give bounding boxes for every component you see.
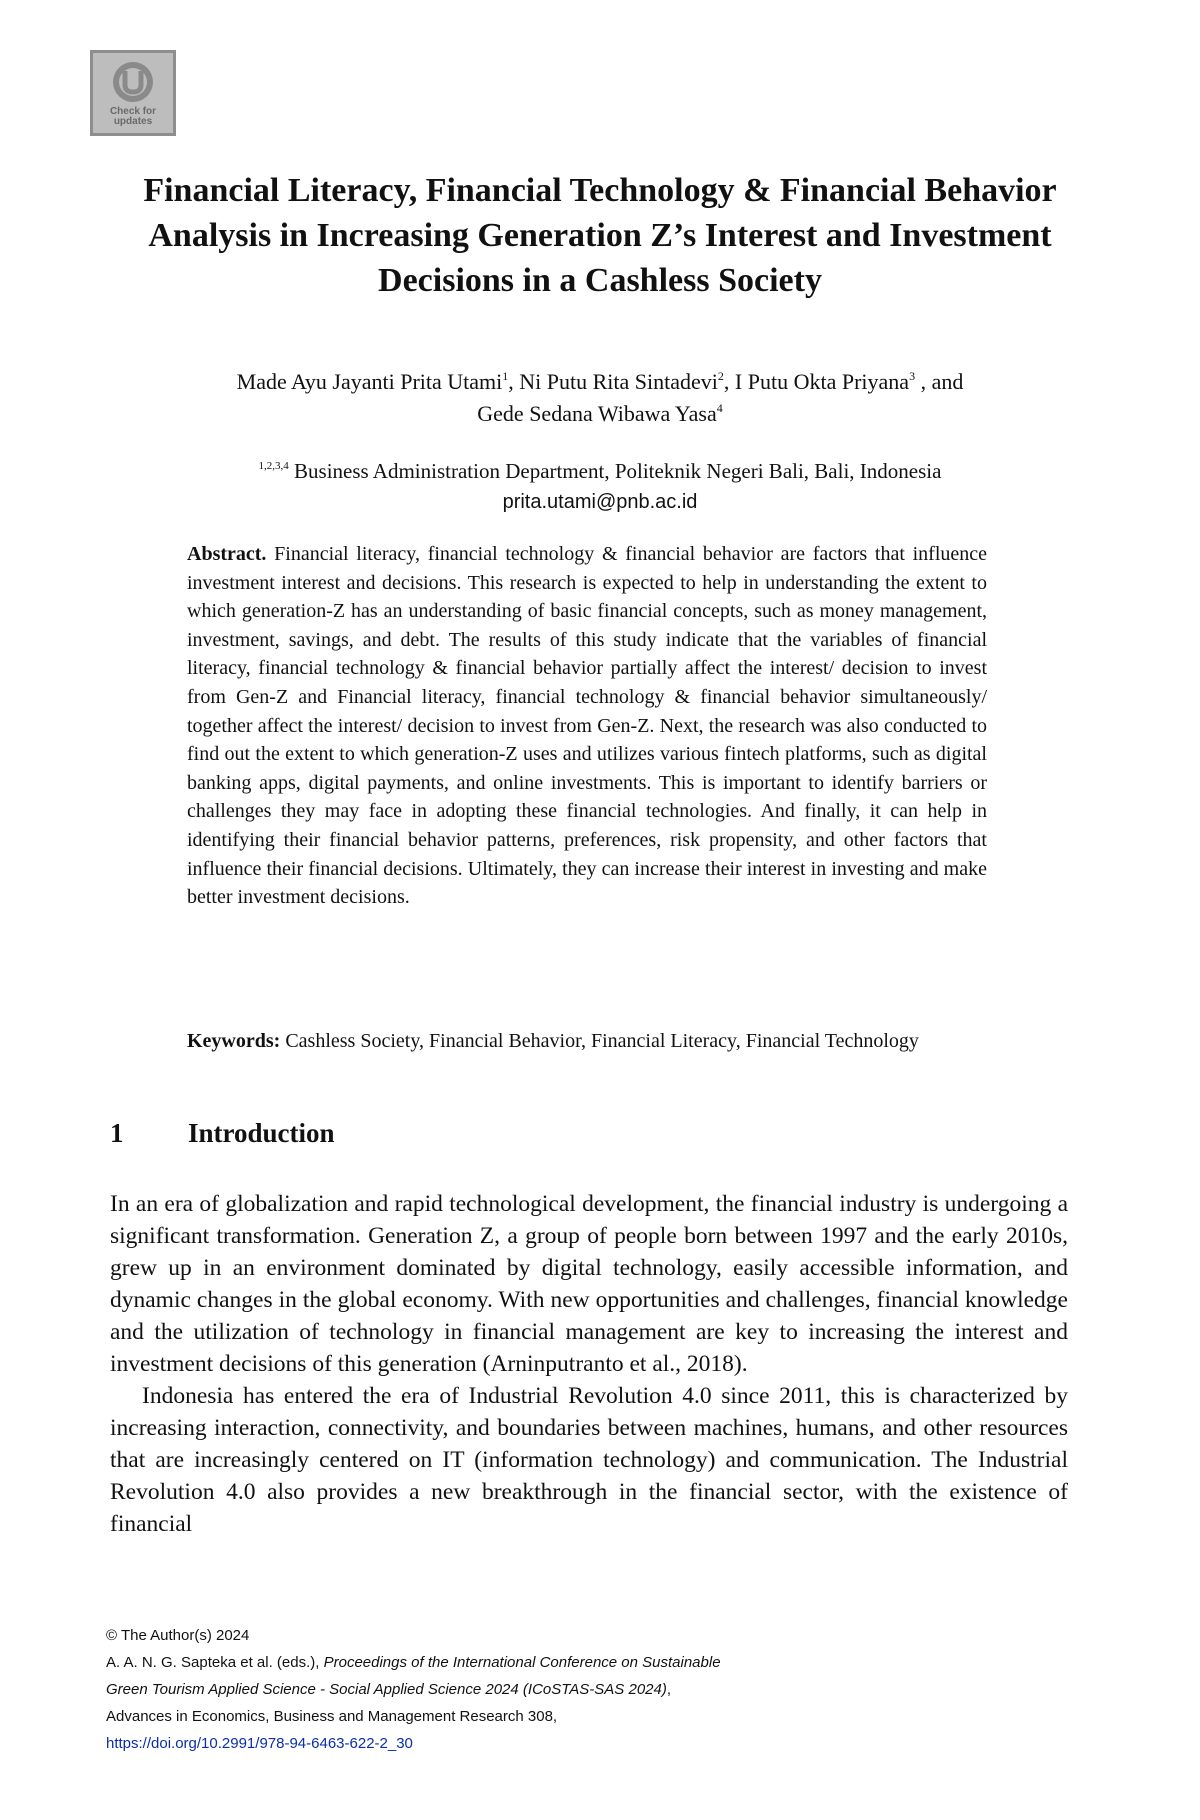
proceedings-tail: ,	[666, 1681, 672, 1698]
author-sup: 1	[502, 369, 509, 383]
keywords	[187, 1027, 987, 1056]
check-for-updates-badge[interactable]	[90, 50, 176, 136]
author-sup: 3	[909, 369, 916, 383]
author-sup: 2	[717, 369, 724, 383]
badge-line-1: Check for	[109, 106, 157, 117]
section-number: 1	[110, 1118, 124, 1148]
editors-line	[106, 1649, 721, 1676]
keywords-text: Cashless Society, Financial Behavior, Financial Literacy, Financial Technology	[280, 1030, 919, 1052]
copyright-line: © The Author(s) 2024	[106, 1627, 250, 1644]
section-title: Introduction	[188, 1118, 335, 1148]
paper-title: Financial Literacy, Financial Technology & Financial Behavior Analysis in Increasing Generation Z’s Interest and Investment Decisions in a Cashless Society	[143, 172, 1057, 299]
badge-label	[110, 107, 156, 127]
doi-link[interactable]: https://doi.org/10.2991/978-94-6463-622-2_30	[106, 1735, 413, 1752]
abstract	[187, 540, 987, 912]
paragraph: In an era of globalization and rapid technological development, the financial industry is undergoing a significant transformation. Generation Z, a group of people born between 1997 and the early 2010s, grew up in an environment dominated by digital technology, easily accessible information, and dynamic changes in the global economy. With new opportunities and challenges, financial knowledge and the utilization of technology in financial management are key to increasing the interest and investment decisions of this generation (Arninputranto et al., 2018).	[110, 1191, 1068, 1377]
proceedings-title-1: Proceedings of the International Conference on Sustainable	[323, 1654, 721, 1671]
affiliation-text: Business Administration Department, Politeknik Negeri Bali, Bali, Indonesia	[288, 459, 942, 483]
editors-text: A. A. N. G. Sapteka et al. (eds.),	[106, 1654, 324, 1671]
publication-footer	[106, 1622, 721, 1757]
series-line: Advances in Economics, Business and Management Research 308,	[106, 1708, 558, 1725]
author-name: Ni Putu Rita Sintadevi	[519, 369, 718, 394]
body-text	[110, 1188, 1068, 1540]
abstract-text: Financial literacy, financial technology & financial behavior are factors that influence investment interest and decisions. This research is expected to help in understanding the extent to which generation-Z has an understanding of basic financial concepts, such as money management, investment, savings, and debt. The results of this study indicate that the variables of financial literacy, financial technology & financial behavior partially affect the interest/ decision to invest from Gen-Z and Financial literacy, financial technology & financial behavior simultaneously/ together affect the interest/ decision to invest from Gen-Z. Next, the research was also conducted to find out the extent to which generation-Z uses and utilizes various fintech platforms, such as digital banking apps, digital payments, and online investments. This is important to identify barriers or challenges they may face in adopting these financial technologies. And finally, it can help in identifying their financial behavior patterns, preferences, risk propensity, and other factors that influence their financial decisions. Ultimately, they can increase their interest in investing and make better investment decisions.	[187, 543, 987, 909]
author-separator: , and	[915, 369, 964, 394]
keywords-label: Keywords:	[187, 1030, 281, 1052]
author-sup: 4	[716, 401, 723, 415]
section-heading	[110, 1116, 335, 1150]
badge-line-2: updates	[113, 116, 153, 127]
affiliation-sup: 1,2,3,4	[258, 460, 289, 472]
affiliation	[110, 456, 1090, 517]
proceedings-title-2: Green Tourism Applied Science - Social Applied Science 2024 (ICoSTAS-SAS 2024)	[106, 1681, 667, 1698]
author-name: Gede Sedana Wibawa Yasa	[477, 401, 717, 426]
proceedings-line	[106, 1676, 721, 1703]
paragraph: Indonesia has entered the era of Industrial Revolution 4.0 since 2011, this is characterized by increasing interaction, connectivity, and boundaries between machines, humans, and other resources that are increasingly centered on IT (information technology) and communication. The Industrial Revolution 4.0 also provides a new breakthrough in the financial sector, with the existence of financial	[110, 1383, 1068, 1537]
author-separator: ,	[723, 369, 735, 394]
author-separator: ,	[508, 369, 520, 394]
author-name: I Putu Okta Priyana	[734, 369, 910, 394]
author-list	[110, 366, 1090, 430]
author-name: Made Ayu Jayanti Prita Utami	[236, 369, 503, 394]
crossmark-icon	[110, 59, 156, 105]
abstract-label: Abstract.	[187, 543, 267, 565]
author-email[interactable]: prita.utami@pnb.ac.id	[502, 491, 698, 513]
